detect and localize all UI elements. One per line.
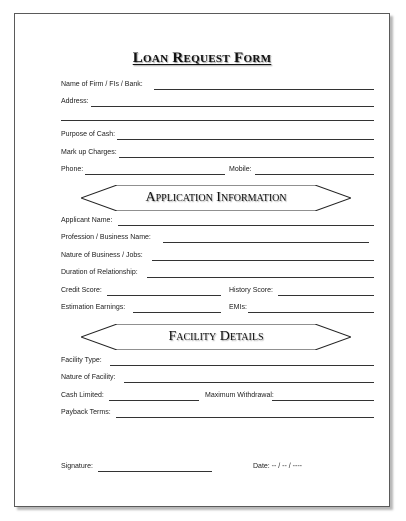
mobile-label: Mobile: xyxy=(229,166,252,173)
address-label: Address: xyxy=(61,98,89,105)
cash-label: Cash Limited: xyxy=(61,392,104,399)
application-heading-banner xyxy=(81,185,351,211)
nature-facility-field[interactable] xyxy=(124,382,374,383)
address-field-1[interactable] xyxy=(91,106,374,107)
facility-type-label: Facility Type: xyxy=(61,357,102,364)
withdrawal-field[interactable] xyxy=(272,400,374,401)
history-field[interactable] xyxy=(278,295,374,296)
nature-facility-label: Nature of Facility: xyxy=(61,374,116,381)
date-label: Date: -- / -- / ---- xyxy=(253,463,302,470)
duration-field[interactable] xyxy=(147,277,374,278)
facility-heading-banner xyxy=(81,324,351,350)
applicant-field[interactable] xyxy=(118,225,374,226)
earnings-label: Estimation Earnings: xyxy=(61,304,126,311)
profession-label: Profession / Business Name: xyxy=(61,234,151,241)
markup-field[interactable] xyxy=(119,157,374,158)
form-page xyxy=(14,13,390,507)
cash-field[interactable] xyxy=(109,400,199,401)
withdrawal-label: Maximum Withdrawal: xyxy=(205,392,274,399)
firm-name-label: Name of Firm / FIs / Bank: xyxy=(61,81,143,88)
earnings-field[interactable] xyxy=(133,312,221,313)
duration-label: Duration of Relationship: xyxy=(61,269,138,276)
payback-field[interactable] xyxy=(116,417,374,418)
purpose-label: Purpose of Cash: xyxy=(61,131,116,138)
signature-label: Signature: xyxy=(61,463,93,470)
nature-business-label: Nature of Business / Jobs: xyxy=(61,252,143,259)
mobile-field[interactable] xyxy=(255,174,374,175)
facility-heading: Facility Details xyxy=(168,329,264,344)
credit-label: Credit Score: xyxy=(61,287,102,294)
emis-label: EMIs: xyxy=(229,304,247,311)
markup-label: Mark up Charges: xyxy=(61,149,117,156)
phone-label: Phone: xyxy=(61,166,84,173)
form-title: Loan Request Form xyxy=(132,50,272,66)
purpose-field[interactable] xyxy=(117,139,374,140)
emis-field[interactable] xyxy=(248,312,374,313)
facility-type-field[interactable] xyxy=(110,365,374,366)
applicant-label: Applicant Name: xyxy=(61,217,113,224)
payback-label: Payback Terms: xyxy=(61,409,111,416)
signature-field[interactable] xyxy=(98,471,212,472)
phone-field[interactable] xyxy=(85,174,225,175)
application-heading: Application Information xyxy=(145,190,287,205)
nature-business-field[interactable] xyxy=(152,260,374,261)
firm-name-field[interactable] xyxy=(154,89,374,90)
credit-field[interactable] xyxy=(107,295,221,296)
history-label: History Score: xyxy=(229,287,273,294)
address-field-2[interactable] xyxy=(61,120,374,121)
profession-field[interactable] xyxy=(163,242,369,243)
